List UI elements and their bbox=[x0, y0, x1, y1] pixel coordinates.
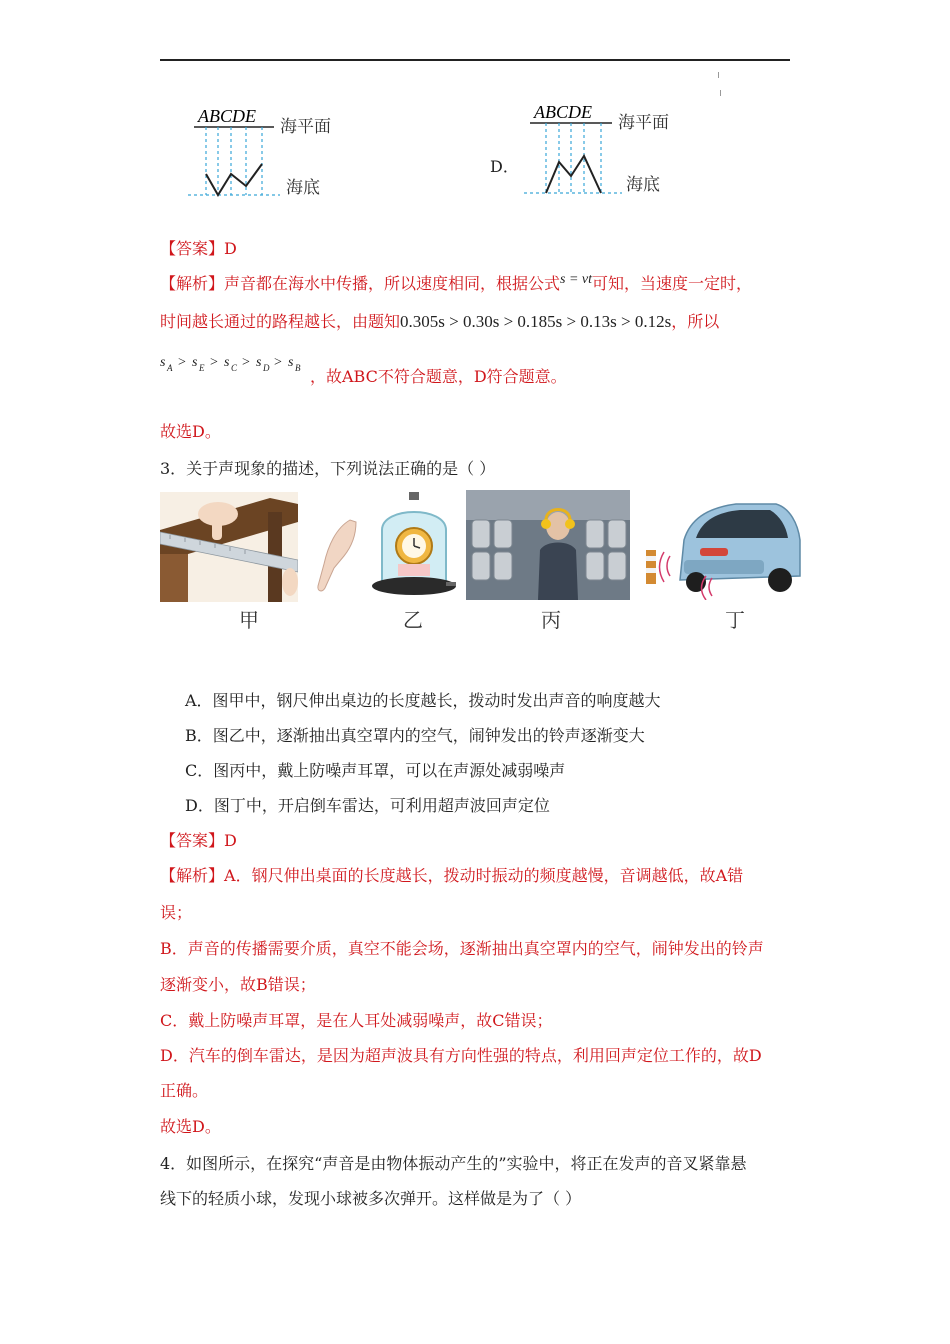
header-rule bbox=[160, 59, 790, 61]
q3-analysis-line3: B．声音的传播需要介质，真空不能会场，逐渐抽出真空罩内的空气，闹钟发出的铃声 bbox=[160, 939, 764, 958]
svg-text:B: B bbox=[295, 363, 301, 373]
q3-answer: 【答案】D bbox=[160, 831, 237, 850]
sea-floor-label: 海底 bbox=[626, 175, 660, 194]
sonar-diagram-c bbox=[180, 100, 350, 204]
analysis-text: A．钢尺伸出桌面的长度越长，拨动时振动的频度越慢，音调越低，故A错 bbox=[224, 866, 744, 885]
sea-floor-label: 海底 bbox=[286, 178, 320, 197]
q3-analysis-line6: D．汽车的倒车雷达，是因为超声波具有方向性强的特点，利用回声定位工作的，故D bbox=[160, 1046, 762, 1065]
sea-surface-label: 海平面 bbox=[280, 117, 331, 136]
analysis-text: 时间越长通过的路程越长，由题知 bbox=[160, 312, 401, 331]
corner-mark bbox=[720, 90, 721, 96]
caption-jia: 甲 bbox=[239, 608, 259, 632]
analysis-tag: 【解析】 bbox=[160, 274, 225, 293]
q3-conclusion: 故选D。 bbox=[160, 1117, 221, 1136]
q3-analysis-line7: 正确。 bbox=[160, 1081, 209, 1100]
q2-conclusion: 故选D。 bbox=[160, 422, 221, 441]
svg-text:s: s bbox=[160, 355, 166, 370]
analysis-tag: 【解析】 bbox=[160, 866, 225, 885]
caption-bing: 丙 bbox=[541, 608, 561, 632]
svg-text:s: s bbox=[288, 355, 294, 370]
figure-bell-jar bbox=[372, 490, 456, 602]
diagram-letters: ABCDE bbox=[534, 102, 592, 122]
svg-text:>: > bbox=[242, 355, 250, 370]
figure-reversing-car bbox=[640, 490, 804, 600]
diagram-letters: ABCDE bbox=[198, 106, 256, 126]
q4-stem-line2: 线下的轻质小球，发现小球被多次弹开。这样做是为了（ ） bbox=[160, 1189, 582, 1208]
q2-analysis-line2 bbox=[160, 311, 719, 333]
q2-analysis-line3 bbox=[160, 355, 567, 388]
q3-stem: 3．关于声现象的描述，下列说法正确的是（ ） bbox=[160, 459, 496, 478]
svg-text:s: s bbox=[256, 355, 262, 370]
time-inequality: 0.305s > 0.30s > 0.185s > 0.13s > 0.12s bbox=[400, 312, 672, 331]
corner-mark bbox=[718, 72, 719, 78]
q2-answer: 【答案】D bbox=[160, 239, 237, 258]
q3-analysis-line5: C．戴上防噪声耳罩，是在人耳处减弱噪声，故C错误； bbox=[160, 1011, 553, 1030]
q3-option-a: A．图甲中，钢尺伸出桌边的长度越长，拨动时发出声音的响度越大 bbox=[185, 691, 661, 710]
svg-text:A: A bbox=[167, 363, 173, 373]
analysis-text: ，故ABC不符合题意，D符合题意。 bbox=[310, 367, 567, 386]
caption-ding: 丁 bbox=[725, 608, 745, 632]
q3-option-d: D．图丁中，开启倒车雷达，可利用超声波回声定位 bbox=[185, 796, 550, 815]
q4-stem-line1: 4．如图所示，在探究“声音是由物体振动产生的”实验中，将正在发声的音叉紧靠悬 bbox=[160, 1154, 747, 1173]
caption-yi: 乙 bbox=[403, 608, 423, 632]
figure-ruler-table bbox=[160, 492, 298, 602]
svg-text:s: s bbox=[192, 355, 198, 370]
svg-text:s: s bbox=[224, 355, 230, 370]
svg-text:C: C bbox=[231, 363, 238, 373]
svg-text:>: > bbox=[178, 355, 186, 370]
distance-order bbox=[160, 355, 310, 382]
svg-text:D: D bbox=[263, 363, 270, 373]
svg-text:>: > bbox=[210, 355, 218, 370]
analysis-text: 可知，当速度一定时， bbox=[592, 274, 753, 293]
q3-analysis-line1 bbox=[160, 865, 743, 887]
option-d-label: D． bbox=[490, 157, 519, 176]
q3-analysis-line2: 误； bbox=[160, 903, 193, 922]
q3-option-c: C．图丙中，戴上防噪声耳罩，可以在声源处减弱噪声 bbox=[185, 761, 566, 780]
figure-finger bbox=[300, 516, 358, 596]
analysis-text: ，所以 bbox=[671, 312, 720, 331]
q2-analysis-line1 bbox=[160, 273, 752, 297]
formula: s = vt bbox=[560, 272, 593, 287]
svg-text:E: E bbox=[199, 363, 205, 373]
analysis-text: 声音都在海水中传播，所以速度相同，根据公式 bbox=[224, 274, 561, 293]
distance-order-math bbox=[160, 350, 310, 380]
sonar-diagram-d bbox=[518, 98, 698, 202]
sea-surface-label: 海平面 bbox=[618, 113, 669, 132]
svg-text:>: > bbox=[274, 355, 282, 370]
q3-analysis-line4: 逐渐变小，故B错误； bbox=[160, 975, 316, 994]
q3-option-b: B．图乙中，逐渐抽出真空罩内的空气，闹钟发出的铃声逐渐变大 bbox=[185, 726, 645, 745]
figure-factory-worker bbox=[466, 490, 630, 600]
